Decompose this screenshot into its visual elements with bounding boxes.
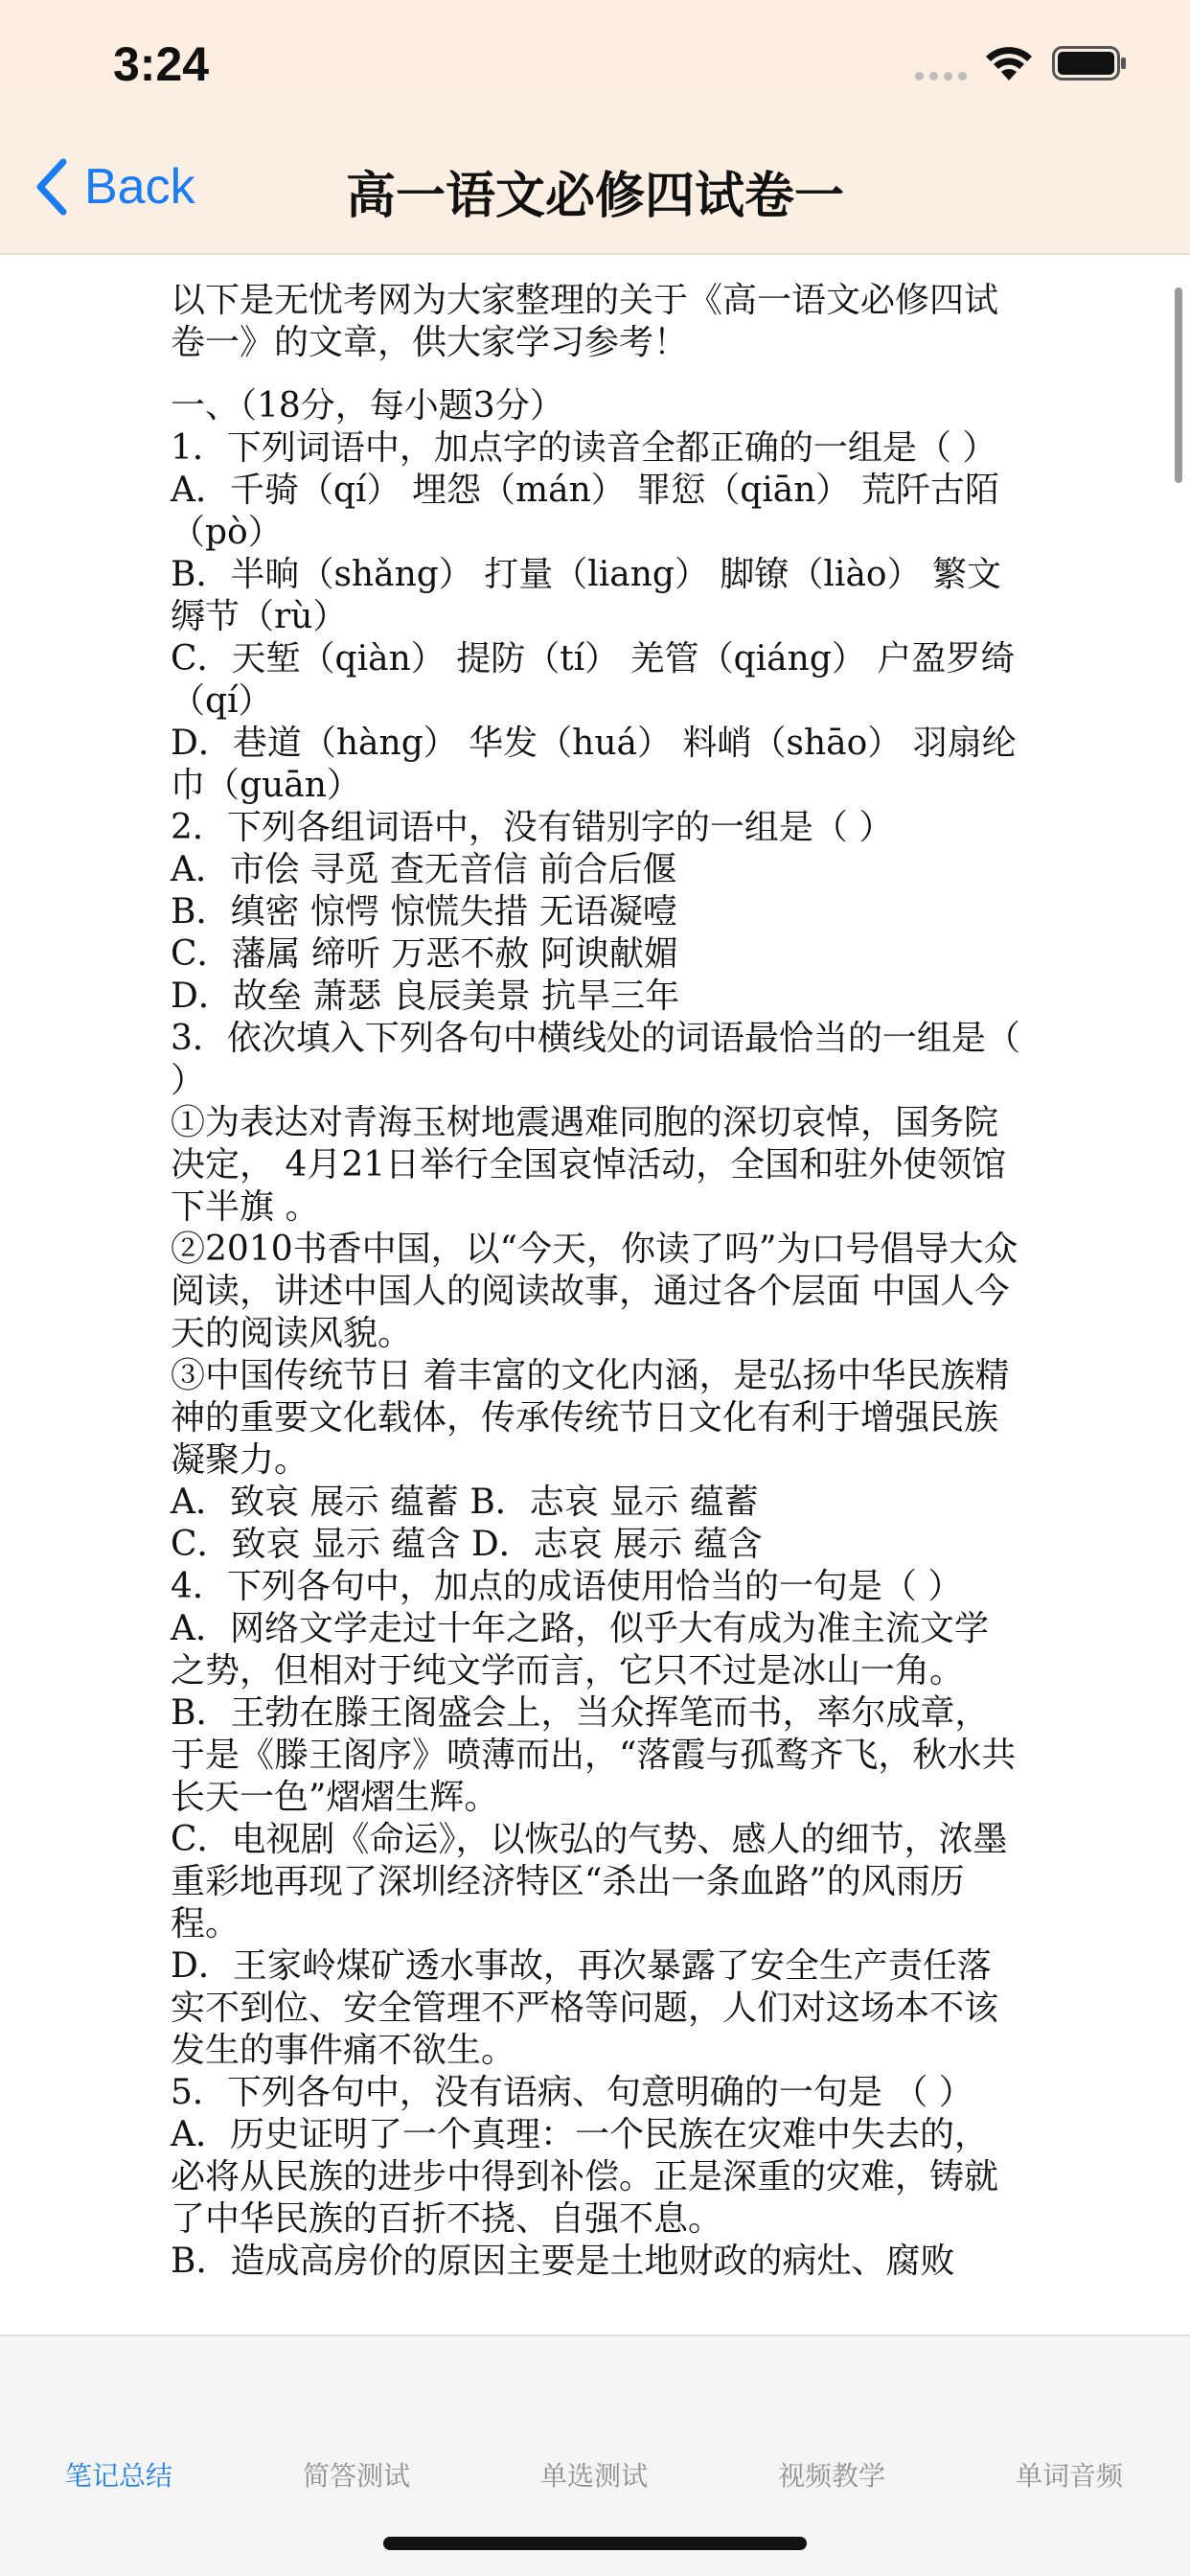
article-line: 1．下列词语中，加点字的读音全都正确的一组是（ ）: [171, 428, 997, 468]
article-line: A．网络文学走过十年之路，似乎大有成为准主流文学之势，但相对于纯文学而言，它只不过是冰山一角。: [171, 1609, 989, 1690]
back-label: Back: [84, 159, 195, 215]
article-line: 3．依次填入下列各句中横线处的词语最恰当的一组是（ ）: [171, 1019, 1020, 1100]
article-line: B．王勃在滕王阁盛会上，当众挥笔而书，率尔成章，于是《滕王阁序》喷薄而出，“落霞与孤鹜齐飞，秋水共长天一色”熠熠生辉。: [171, 1693, 1017, 1817]
article-line: B．半晌（shǎng） 打量（liang） 脚镣（liào） 繁文缛节（rù）: [171, 555, 1002, 636]
home-indicator: [383, 2537, 807, 2550]
battery-icon: [1052, 46, 1127, 80]
article-line: ③中国传统节日 着丰富的文化内涵，是弘扬中华民族精神的重要文化载体，传承传统节日文化有利于增强民族凝聚力。: [171, 1356, 1010, 1480]
tab-video-teaching[interactable]: 视频教学: [777, 2460, 885, 2492]
navigation-header: [0, 0, 1190, 255]
tab-notes-summary[interactable]: 笔记总结: [64, 2460, 172, 2492]
article-line: C．致哀 显示 蕴含 D．志哀 展示 蕴含: [171, 1525, 763, 1564]
article-line: 一、（18分，每小题3分）: [171, 386, 564, 426]
article-line: D．巷道（hàng） 华发（huá） 料峭（shāo） 羽扇纶巾（guān）: [171, 724, 1017, 805]
article-line: 4．下列各句中，加点的成语使用恰当的一句是（ ）: [171, 1567, 963, 1606]
page-title: 高一语文必修四试卷一: [345, 168, 844, 225]
article-line: C．电视剧《命运》，以恢弘的气势、感人的细节，浓墨重彩地再现了深圳经济特区“杀出一条血路”的风雨历程。: [171, 1820, 1008, 1944]
article-line: D．故垒 萧瑟 良辰美景 抗旱三年: [171, 977, 680, 1016]
article-line: A．市侩 寻觅 查无音信 前合后偃: [171, 850, 677, 889]
article-line: A．致哀 展示 蕴蓄 B．志哀 显示 蕴蓄: [171, 1483, 759, 1522]
article-line: B．造成高房价的原因主要是土地财政的病灶、腐败: [171, 2242, 955, 2281]
cellular-signal-icon: [915, 72, 967, 80]
article-intro: 以下是无忧考网为大家整理的关于《高一语文必修四试卷一》的文章，供大家学习参考！: [171, 281, 999, 362]
tab-word-audio[interactable]: 单词音频: [1015, 2460, 1123, 2492]
article-line: C．天堑（qiàn） 提防（tí） 羌管（qiáng） 户盈罗绮（qí）: [171, 639, 1016, 721]
article-line: C．藩属 缔听 万恶不赦 阿谀献媚: [171, 934, 678, 974]
tab-short-answer-test[interactable]: 简答测试: [302, 2460, 410, 2492]
article-line: 2．下列各组词语中，没有错别字的一组是（ ）: [171, 808, 894, 847]
article-line: A．千骑（qí） 埋怨（mán） 罪愆（qiān） 荒阡古陌（pò）: [171, 471, 999, 552]
status-time: 3:24: [113, 37, 210, 91]
article-line: ②2010书香中国，以“今天，你读了吗”为口号倡导大众阅读，讲述中国人的阅读故事，通过各个层面 中国人今天的阅读风貌。: [171, 1230, 1018, 1353]
wifi-icon: [984, 44, 1034, 82]
article-line: 5．下列各句中，没有语病、句意明确的一句是 （ ）: [171, 2073, 973, 2112]
article-line: D．王家岭煤矿透水事故，再次暴露了安全生产责任落实不到位、安全管理不严格等问题，人们对这场本不该发生的事件痛不欲生。: [171, 1946, 999, 2070]
tab-single-choice-test[interactable]: 单选测试: [539, 2460, 648, 2492]
scroll-indicator[interactable]: [1175, 288, 1182, 483]
article-scroll-view[interactable]: [0, 257, 1190, 2334]
article-body: [171, 280, 1021, 2283]
article-line: A．历史证明了一个真理：一个民族在灾难中失去的，必将从民族的进步中得到补偿。正是深重的灾难，铸就了中华民族的百折不挠、自强不息。: [171, 2115, 999, 2239]
article-line: B．缜密 惊愕 惊慌失措 无语凝噎: [171, 892, 677, 932]
article-line: ①为表达对青海玉树地震遇难同胞的深切哀悼，国务院决定， 4月21日举行全国哀悼活动，全国和驻外使领馆下半旗 。: [171, 1103, 1007, 1227]
